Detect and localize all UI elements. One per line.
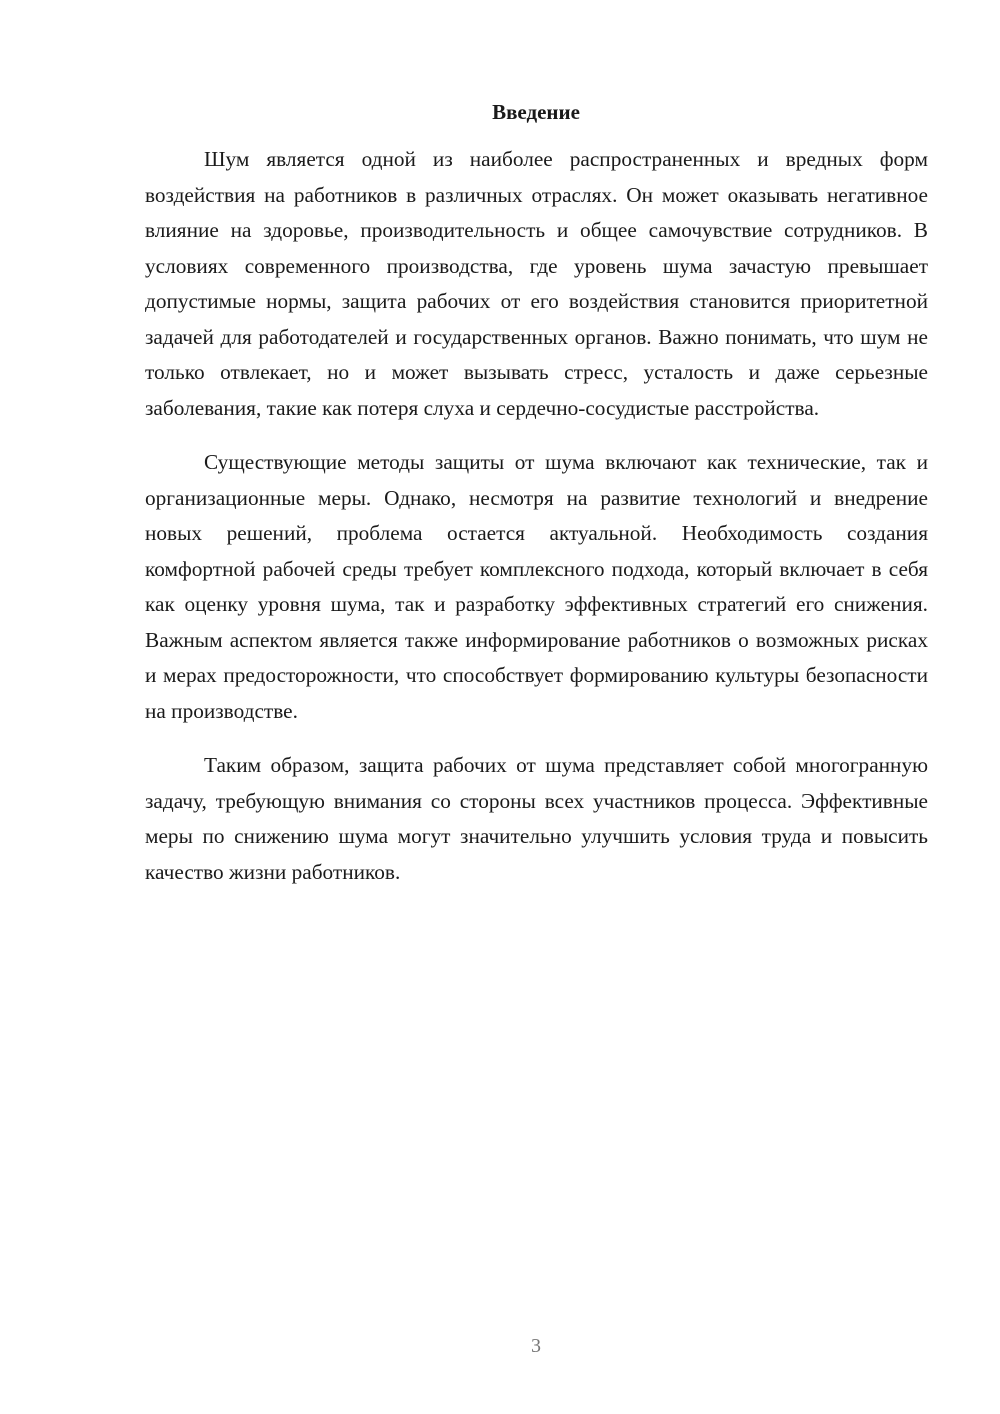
paragraph-1: Шум является одной из наиболее распространенных и вредных форм воздействия на работников в различных отраслях. Он может оказывать негативное влияние на здоровье, производительность и общее самочувствие сотрудников. В условиях современного производства, где уровень шума зачастую превышает допустимые нормы, защита рабочих от его воздействия становится приоритетной задачей для работодателей и государственных органов. Важно понимать, что шум не только отвлекает, но и может вызывать стресс, усталость и даже серьезные заболевания, такие как потеря слуха и сердечно-сосудистые расстройства. [145,147,928,420]
page-title: Введение [492,100,580,124]
paragraph-3: Таким образом, защита рабочих от шума представляет собой многогранную задачу, требующую внимания со стороны всех участников процесса. Эффективные меры по снижению шума могут значительно улучшить условия труда и повысить качество жизни работников. [145,753,928,884]
document-body [145,142,928,909]
page-number: 3 [531,1335,541,1357]
paragraph-2: Существующие методы защиты от шума включают как технические, так и организационные меры. Однако, несмотря на развитие технологий и внедрение новых решений, проблема остается актуальной. Необходимость создания комфортной рабочей среды требует комплексного подхода, который включает в себя как оценку уровня шума, так и разработку эффективных стратегий его снижения. Важным аспектом является также информирование работников о возможных рисках и мерах предосторожности, что способствует формированию культуры безопасности на производстве. [145,450,928,723]
